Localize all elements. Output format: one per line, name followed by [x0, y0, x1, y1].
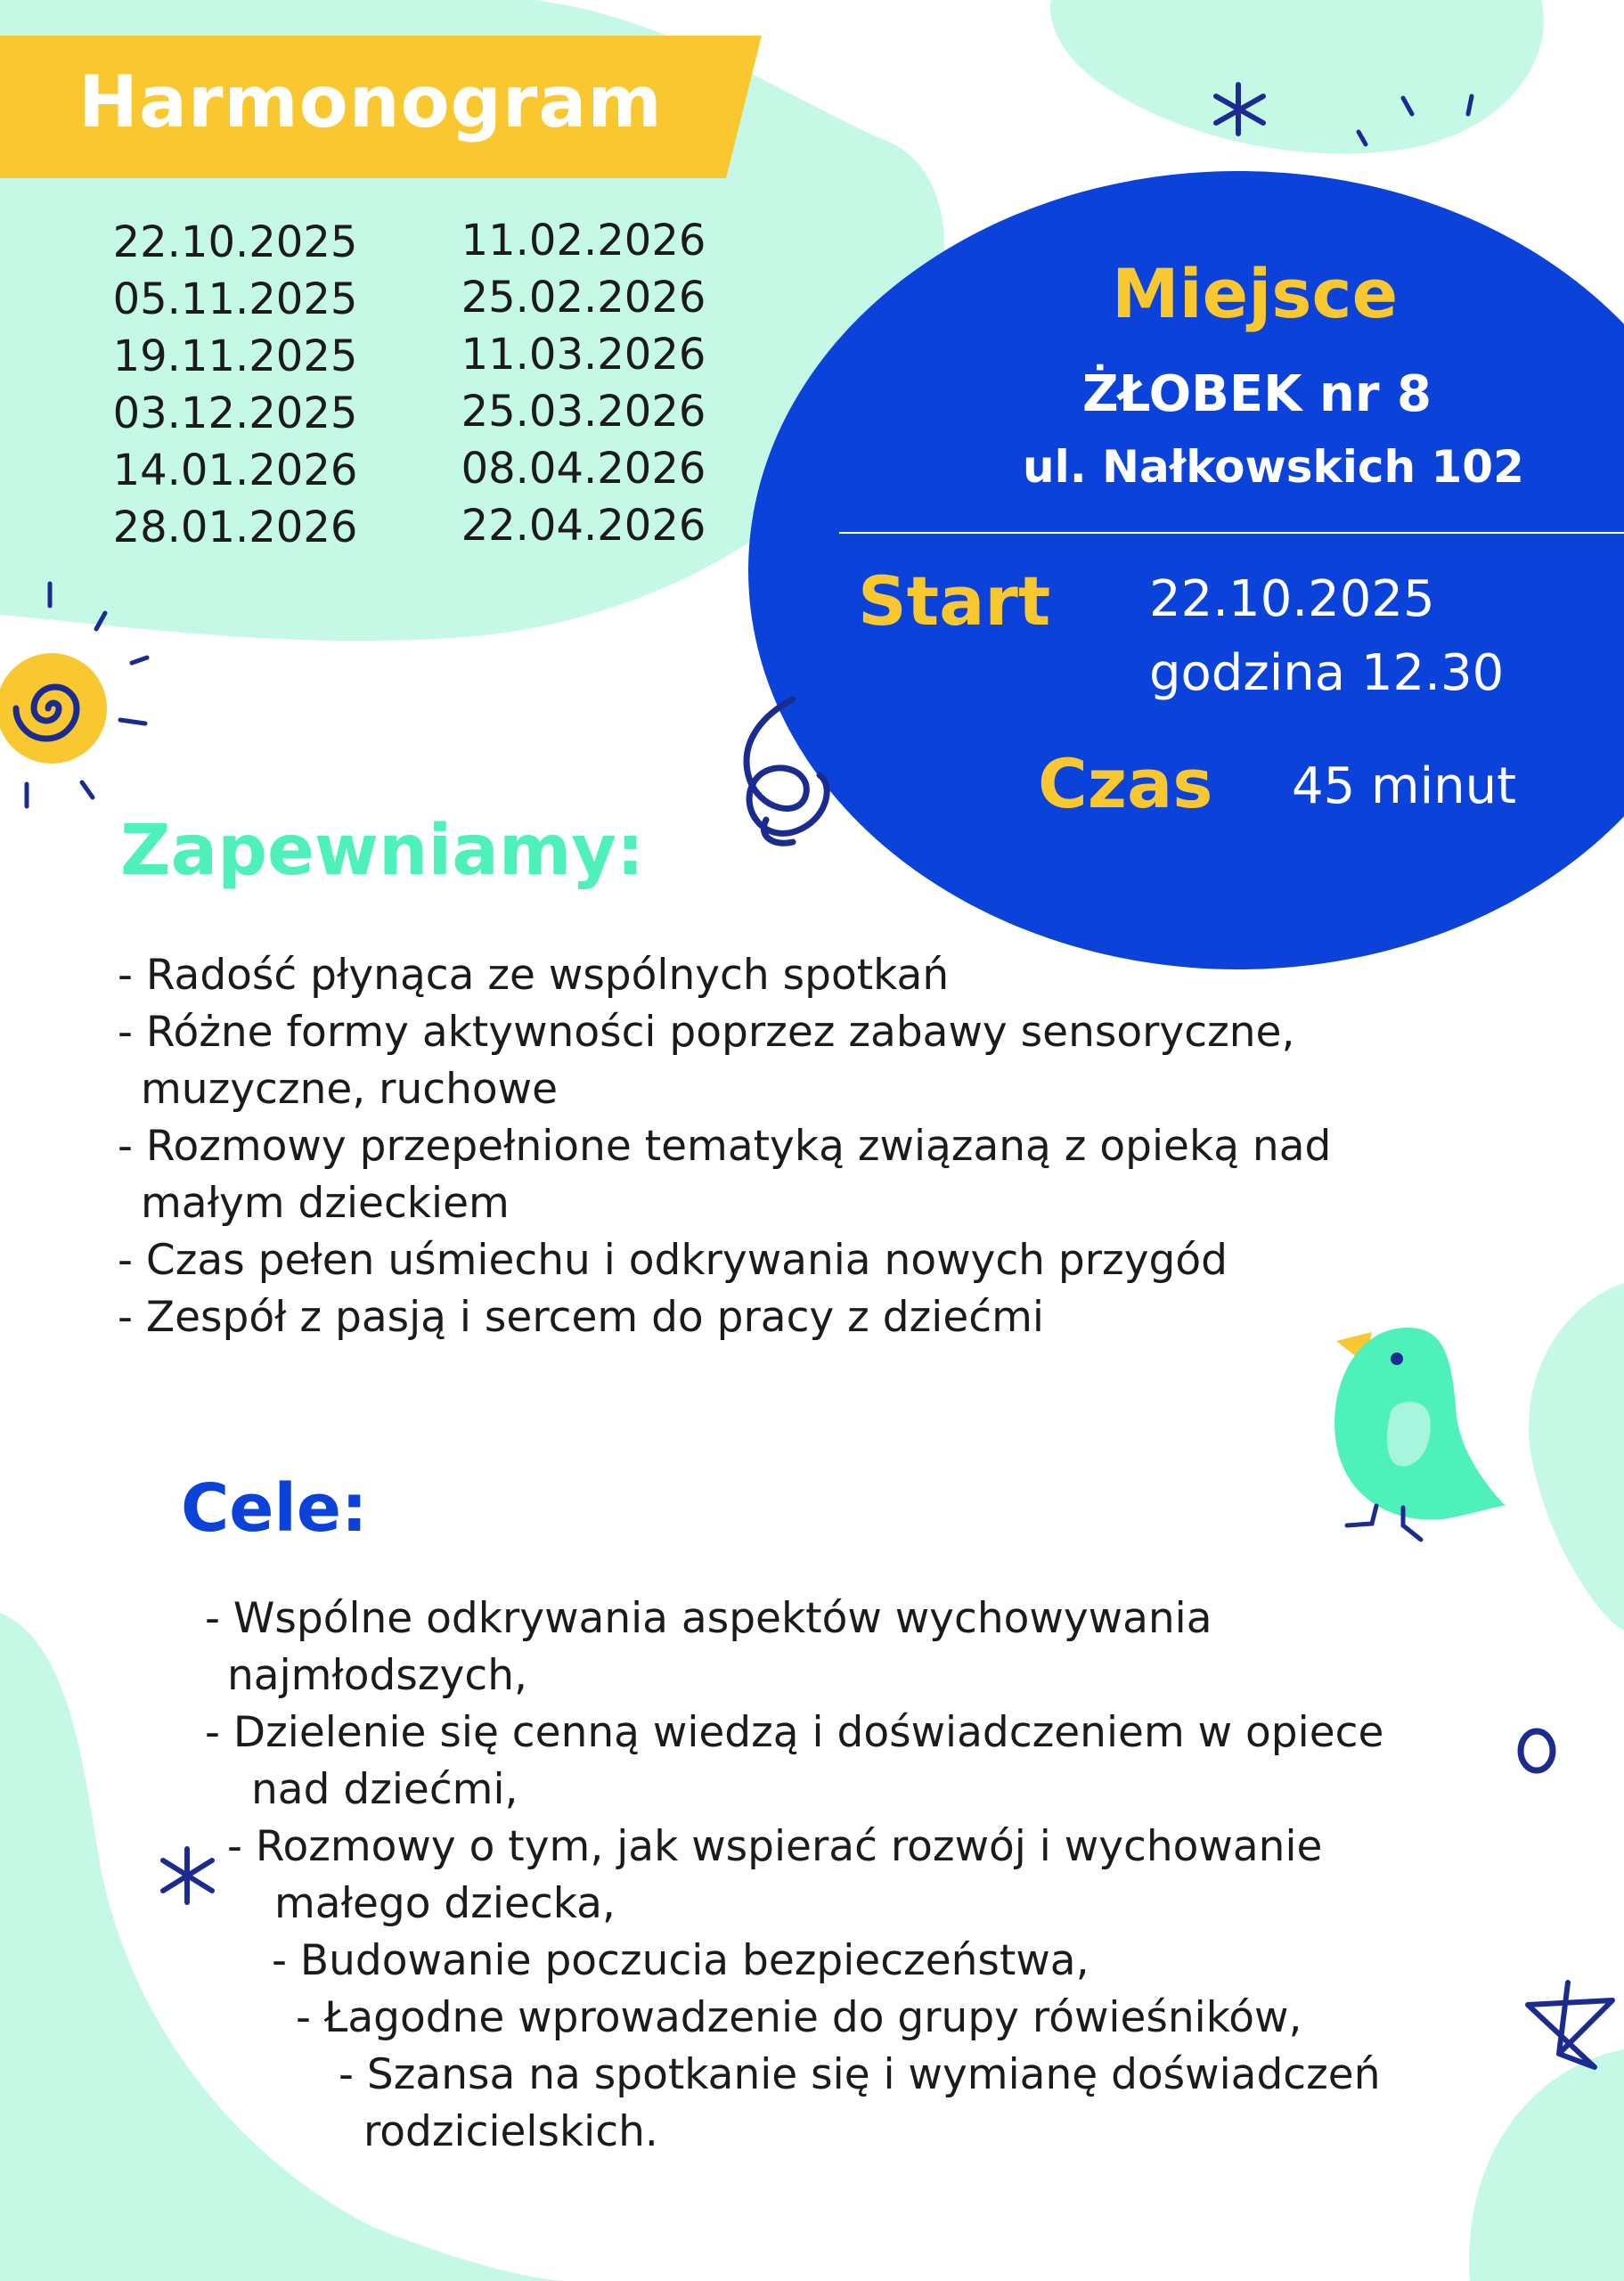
- list-item: - Łagodne wprowadzenie do grupy rówieśników,: [296, 1993, 1302, 2042]
- place-heading: Miejsce: [1112, 254, 1399, 333]
- list-item: - Budowanie poczucia bezpieczeństwa,: [272, 1936, 1089, 1985]
- start-date: 22.10.2025: [1149, 570, 1435, 628]
- list-item: - Rozmowy przepełnione tematyką związaną z opieką nad: [118, 1122, 1332, 1171]
- list-item: - Wspólne odkrywania aspektów wychowywania: [205, 1594, 1212, 1643]
- provide-list: [118, 947, 1331, 1346]
- bird-icon: [1334, 1328, 1506, 1540]
- list-item: muzyczne, ruchowe: [141, 1065, 559, 1114]
- start-heading: Start: [858, 561, 1051, 641]
- list-item: - Rozmowy o tym, jak wspierać rozwój i wychowanie: [227, 1822, 1323, 1871]
- date-item: 08.04.2026: [461, 444, 706, 494]
- list-item: najmłodszych,: [227, 1651, 527, 1700]
- dates-column-right: [441, 212, 726, 554]
- list-item: - Radość płynąca ze wspólnych spotkań: [118, 951, 950, 1000]
- start-time: godzina 12.30: [1149, 644, 1505, 702]
- date-item: 14.01.2026: [112, 446, 358, 495]
- date-item: 19.11.2025: [112, 331, 358, 381]
- date-item: 25.03.2026: [461, 387, 706, 437]
- mint-blob-top-right: [1050, 0, 1544, 154]
- list-item: małego dziecka,: [274, 1879, 616, 1928]
- list-item: - Różne formy aktywności poprzez zabawy sensoryczne,: [118, 1008, 1295, 1057]
- list-item: - Dzielenie się cenną wiedzą i doświadczeniem w opiece: [205, 1708, 1384, 1757]
- date-item: 11.03.2026: [461, 330, 706, 380]
- list-item: nad dziećmi,: [251, 1765, 518, 1814]
- duration-value: 45 minut: [1292, 757, 1517, 815]
- date-item: 11.02.2026: [461, 216, 706, 266]
- date-item: 28.01.2026: [112, 503, 358, 552]
- date-item: 22.10.2025: [112, 217, 358, 267]
- schedule-title: Harmonogram: [78, 61, 663, 143]
- duration-heading: Czas: [1038, 744, 1213, 823]
- list-item: - Zespół z pasją i sercem do pracy z dziećmi: [118, 1293, 1044, 1342]
- date-item: 03.12.2025: [112, 388, 358, 438]
- goals-list: [0, 1590, 1624, 2161]
- dates-column-left: [93, 214, 378, 556]
- date-item: 25.02.2026: [461, 273, 706, 323]
- list-item: - Szansa na spotkanie się i wymianę doświadczeń: [339, 2050, 1381, 2099]
- list-item: małym dzieckiem: [141, 1179, 510, 1228]
- provide-heading: Zapewniamy:: [120, 811, 645, 891]
- date-item: 22.04.2026: [461, 501, 706, 551]
- place-address: ul. Nałkowskich 102: [1023, 441, 1524, 493]
- mint-blob-right: [1529, 1283, 1624, 1631]
- goals-heading: Cele:: [181, 1470, 368, 1547]
- place-name: ŻŁOBEK nr 8: [1082, 365, 1432, 423]
- date-item: 05.11.2025: [112, 274, 358, 324]
- list-item: - Czas pełen uśmiechu i odkrywania nowych przygód: [118, 1236, 1228, 1285]
- list-item: rodzicielskich.: [363, 2107, 658, 2156]
